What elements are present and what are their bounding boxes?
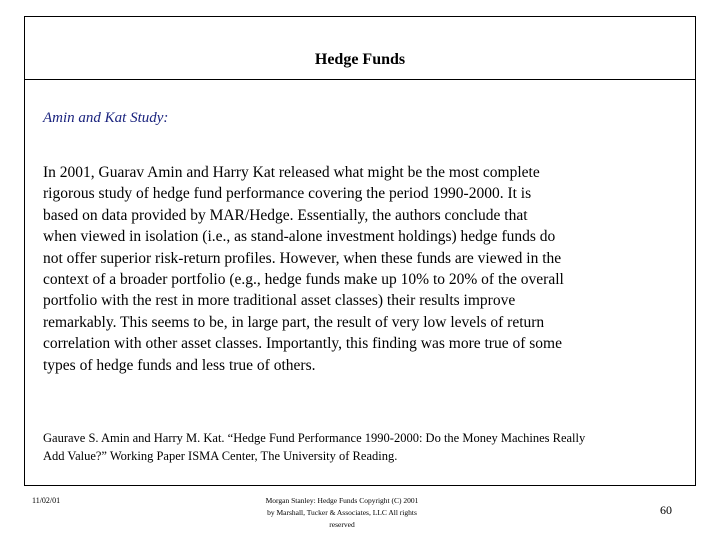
slide-frame (24, 16, 696, 486)
citation-footnote: Gaurave S. Amin and Harry M. Kat. “Hedge Fund Performance 1990-2000: Do the Money Machines Really Add Value?” Working Paper ISMA Center, The University of Reading. (43, 431, 586, 463)
body-paragraph: In 2001, Guarav Amin and Harry Kat released what might be the most complete rigorous study of hedge fund performance covering the period 1990-2000. It is based on data provided by MAR/Hedge. Essentially, the authors conclude that when viewed in isolation (i.e., as stand-alone investment holdings) hedge funds do not offer superior risk-return profiles. However, when these funds are viewed in the context of a broader portfolio (e.g., hedge funds make up 10% to 20% of the overall portfolio with the rest in more traditional asset classes) their results improve remarkably. This seems to be, in large part, the result of very low levels of return correlation with other asset classes. Importantly, this finding was more true of some types of hedge funds and less true of others. (43, 164, 564, 374)
title-divider (25, 79, 695, 80)
section-heading: Amin and Kat Study: (43, 110, 169, 126)
slide-title: Hedge Funds (314, 51, 406, 68)
page-number: 60 (660, 503, 672, 517)
footer-copyright: Morgan Stanley: Hedge Funds Copyright (C) 2001 by Marshall, Tucker & Associates, LLC All rights reserved (265, 496, 419, 529)
footer-date: 11/02/01 (32, 496, 61, 505)
